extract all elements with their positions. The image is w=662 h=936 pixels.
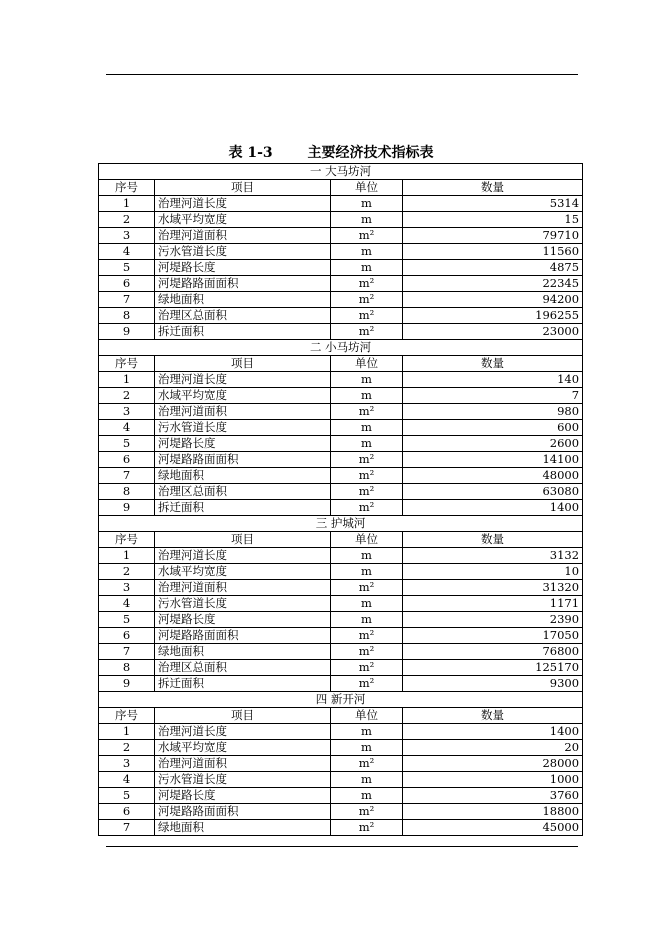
table-row — [99, 740, 583, 756]
footer-rule — [106, 846, 578, 847]
row-item: 治理河道面积 — [155, 404, 331, 420]
row-index: 8 — [99, 484, 155, 500]
row-quantity: 3760 — [403, 788, 583, 804]
row-index: 9 — [99, 324, 155, 340]
column-header-row — [99, 180, 583, 196]
row-index: 8 — [99, 308, 155, 324]
table-row — [99, 468, 583, 484]
row-quantity: 11560 — [403, 244, 583, 260]
table-row — [99, 596, 583, 612]
row-item: 污水管道长度 — [155, 420, 331, 436]
row-item: 治理河道面积 — [155, 228, 331, 244]
column-header-row — [99, 532, 583, 548]
row-quantity: 45000 — [403, 820, 583, 836]
table-row — [99, 484, 583, 500]
column-header-unit: 单位 — [331, 532, 403, 548]
table-row — [99, 804, 583, 820]
row-quantity: 20 — [403, 740, 583, 756]
row-unit: m — [331, 436, 403, 452]
table-row — [99, 548, 583, 564]
column-header-index: 序号 — [99, 708, 155, 724]
row-quantity: 125170 — [403, 660, 583, 676]
row-quantity: 4875 — [403, 260, 583, 276]
section-title-row — [99, 164, 583, 180]
row-index: 1 — [99, 724, 155, 740]
row-unit: m² — [331, 324, 403, 340]
row-unit: m² — [331, 276, 403, 292]
row-unit: m² — [331, 404, 403, 420]
table-row — [99, 308, 583, 324]
row-index: 1 — [99, 548, 155, 564]
table-row — [99, 628, 583, 644]
row-index: 7 — [99, 644, 155, 660]
row-unit: m — [331, 772, 403, 788]
table-row — [99, 676, 583, 692]
row-index: 7 — [99, 820, 155, 836]
row-index: 5 — [99, 436, 155, 452]
table-row — [99, 276, 583, 292]
table-row — [99, 452, 583, 468]
indicator-table — [98, 163, 583, 836]
row-index: 2 — [99, 388, 155, 404]
row-quantity: 2600 — [403, 436, 583, 452]
row-quantity: 14100 — [403, 452, 583, 468]
table-row — [99, 324, 583, 340]
column-header-quantity: 数量 — [403, 708, 583, 724]
row-unit: m² — [331, 660, 403, 676]
column-header-quantity: 数量 — [403, 180, 583, 196]
row-item: 治理区总面积 — [155, 484, 331, 500]
column-header-index: 序号 — [99, 532, 155, 548]
table-row — [99, 772, 583, 788]
table-row — [99, 404, 583, 420]
row-unit: m — [331, 612, 403, 628]
row-item: 河堤路路面面积 — [155, 452, 331, 468]
row-quantity: 9300 — [403, 676, 583, 692]
row-item: 拆迁面积 — [155, 324, 331, 340]
table-row — [99, 660, 583, 676]
row-quantity: 10 — [403, 564, 583, 580]
row-quantity: 7 — [403, 388, 583, 404]
row-index: 7 — [99, 292, 155, 308]
row-unit: m² — [331, 628, 403, 644]
row-index: 5 — [99, 788, 155, 804]
row-quantity: 31320 — [403, 580, 583, 596]
row-item: 治理河道长度 — [155, 372, 331, 388]
row-item: 河堤路路面面积 — [155, 804, 331, 820]
column-header-item: 项目 — [155, 356, 331, 372]
column-header-quantity: 数量 — [403, 356, 583, 372]
table-row — [99, 196, 583, 212]
table-row — [99, 500, 583, 516]
section-title: 四 新开河 — [99, 692, 583, 708]
row-index: 6 — [99, 628, 155, 644]
row-quantity: 1171 — [403, 596, 583, 612]
column-header-row — [99, 356, 583, 372]
row-unit: m — [331, 740, 403, 756]
row-unit: m² — [331, 468, 403, 484]
table-number: 表 1-3 — [228, 145, 273, 161]
row-unit: m — [331, 724, 403, 740]
row-item: 治理河道面积 — [155, 580, 331, 596]
column-header-index: 序号 — [99, 356, 155, 372]
table-row — [99, 564, 583, 580]
row-index: 9 — [99, 500, 155, 516]
column-header-item: 项目 — [155, 532, 331, 548]
row-item: 河堤路路面面积 — [155, 276, 331, 292]
row-quantity: 2390 — [403, 612, 583, 628]
row-item: 治理河道长度 — [155, 548, 331, 564]
row-index: 1 — [99, 372, 155, 388]
row-unit: m² — [331, 308, 403, 324]
table-row — [99, 292, 583, 308]
row-index: 1 — [99, 196, 155, 212]
row-unit: m — [331, 788, 403, 804]
row-item: 绿地面积 — [155, 292, 331, 308]
indicator-table-body — [99, 164, 583, 836]
row-item: 河堤路长度 — [155, 612, 331, 628]
row-quantity: 17050 — [403, 628, 583, 644]
section-title: 二 小马坊河 — [99, 340, 583, 356]
row-index: 2 — [99, 740, 155, 756]
row-index: 9 — [99, 676, 155, 692]
row-index: 3 — [99, 580, 155, 596]
row-index: 6 — [99, 804, 155, 820]
row-unit: m² — [331, 484, 403, 500]
row-unit: m² — [331, 580, 403, 596]
row-unit: m — [331, 564, 403, 580]
section-title: 三 护城河 — [99, 516, 583, 532]
row-item: 河堤路长度 — [155, 436, 331, 452]
table-row — [99, 788, 583, 804]
table-row — [99, 644, 583, 660]
table-row — [99, 244, 583, 260]
row-quantity: 79710 — [403, 228, 583, 244]
row-unit: m — [331, 244, 403, 260]
row-item: 河堤路长度 — [155, 788, 331, 804]
row-quantity: 1400 — [403, 724, 583, 740]
row-unit: m² — [331, 452, 403, 468]
row-quantity: 1400 — [403, 500, 583, 516]
row-item: 拆迁面积 — [155, 500, 331, 516]
table-row — [99, 228, 583, 244]
section-title-row — [99, 692, 583, 708]
row-quantity: 600 — [403, 420, 583, 436]
row-index: 3 — [99, 228, 155, 244]
row-unit: m — [331, 548, 403, 564]
table-row — [99, 260, 583, 276]
row-item: 治理河道面积 — [155, 756, 331, 772]
row-item: 治理区总面积 — [155, 308, 331, 324]
row-unit: m² — [331, 500, 403, 516]
section-title: 一 大马坊河 — [99, 164, 583, 180]
column-header-unit: 单位 — [331, 708, 403, 724]
row-index: 4 — [99, 244, 155, 260]
row-item: 河堤路路面面积 — [155, 628, 331, 644]
row-unit: m — [331, 388, 403, 404]
row-index: 6 — [99, 452, 155, 468]
row-item: 水域平均宽度 — [155, 740, 331, 756]
row-unit: m — [331, 212, 403, 228]
table-row — [99, 724, 583, 740]
column-header-index: 序号 — [99, 180, 155, 196]
table-row — [99, 420, 583, 436]
row-item: 水域平均宽度 — [155, 388, 331, 404]
column-header-item: 项目 — [155, 708, 331, 724]
row-item: 治理河道长度 — [155, 724, 331, 740]
row-unit: m — [331, 260, 403, 276]
row-index: 5 — [99, 612, 155, 628]
row-index: 5 — [99, 260, 155, 276]
row-item: 污水管道长度 — [155, 244, 331, 260]
row-quantity: 63080 — [403, 484, 583, 500]
row-index: 4 — [99, 420, 155, 436]
row-item: 水域平均宽度 — [155, 564, 331, 580]
row-item: 绿地面积 — [155, 644, 331, 660]
table-row — [99, 756, 583, 772]
row-item: 绿地面积 — [155, 468, 331, 484]
row-item: 河堤路长度 — [155, 260, 331, 276]
table-row — [99, 580, 583, 596]
column-header-unit: 单位 — [331, 180, 403, 196]
row-index: 4 — [99, 596, 155, 612]
table-row — [99, 820, 583, 836]
row-item: 绿地面积 — [155, 820, 331, 836]
row-unit: m — [331, 420, 403, 436]
column-header-quantity: 数量 — [403, 532, 583, 548]
row-index: 2 — [99, 564, 155, 580]
row-index: 8 — [99, 660, 155, 676]
row-quantity: 5314 — [403, 196, 583, 212]
table-title: 主要经济技术指标表 — [307, 145, 434, 161]
row-quantity: 980 — [403, 404, 583, 420]
row-index: 3 — [99, 404, 155, 420]
row-item: 拆迁面积 — [155, 676, 331, 692]
row-index: 4 — [99, 772, 155, 788]
row-quantity: 22345 — [403, 276, 583, 292]
row-item: 污水管道长度 — [155, 596, 331, 612]
row-quantity: 196255 — [403, 308, 583, 324]
row-item: 污水管道长度 — [155, 772, 331, 788]
row-item: 水域平均宽度 — [155, 212, 331, 228]
row-quantity: 76800 — [403, 644, 583, 660]
row-unit: m — [331, 372, 403, 388]
row-index: 2 — [99, 212, 155, 228]
row-index: 6 — [99, 276, 155, 292]
row-unit: m² — [331, 820, 403, 836]
row-quantity: 3132 — [403, 548, 583, 564]
row-unit: m² — [331, 228, 403, 244]
column-header-unit: 单位 — [331, 356, 403, 372]
row-item: 治理河道长度 — [155, 196, 331, 212]
table-row — [99, 436, 583, 452]
row-quantity: 23000 — [403, 324, 583, 340]
section-title-row — [99, 340, 583, 356]
row-quantity: 140 — [403, 372, 583, 388]
row-unit: m — [331, 196, 403, 212]
row-index: 7 — [99, 468, 155, 484]
row-index: 3 — [99, 756, 155, 772]
table-row — [99, 388, 583, 404]
table-row — [99, 212, 583, 228]
row-unit: m² — [331, 292, 403, 308]
row-item: 治理区总面积 — [155, 660, 331, 676]
header-rule — [106, 74, 578, 75]
row-unit: m² — [331, 676, 403, 692]
row-quantity: 28000 — [403, 756, 583, 772]
row-unit: m² — [331, 644, 403, 660]
row-unit: m² — [331, 804, 403, 820]
row-unit: m² — [331, 756, 403, 772]
column-header-item: 项目 — [155, 180, 331, 196]
row-unit: m — [331, 596, 403, 612]
row-quantity: 1000 — [403, 772, 583, 788]
row-quantity: 15 — [403, 212, 583, 228]
section-title-row — [99, 516, 583, 532]
table-row — [99, 612, 583, 628]
table-row — [99, 372, 583, 388]
row-quantity: 94200 — [403, 292, 583, 308]
row-quantity: 18800 — [403, 804, 583, 820]
row-quantity: 48000 — [403, 468, 583, 484]
table-caption — [0, 142, 662, 162]
column-header-row — [99, 708, 583, 724]
